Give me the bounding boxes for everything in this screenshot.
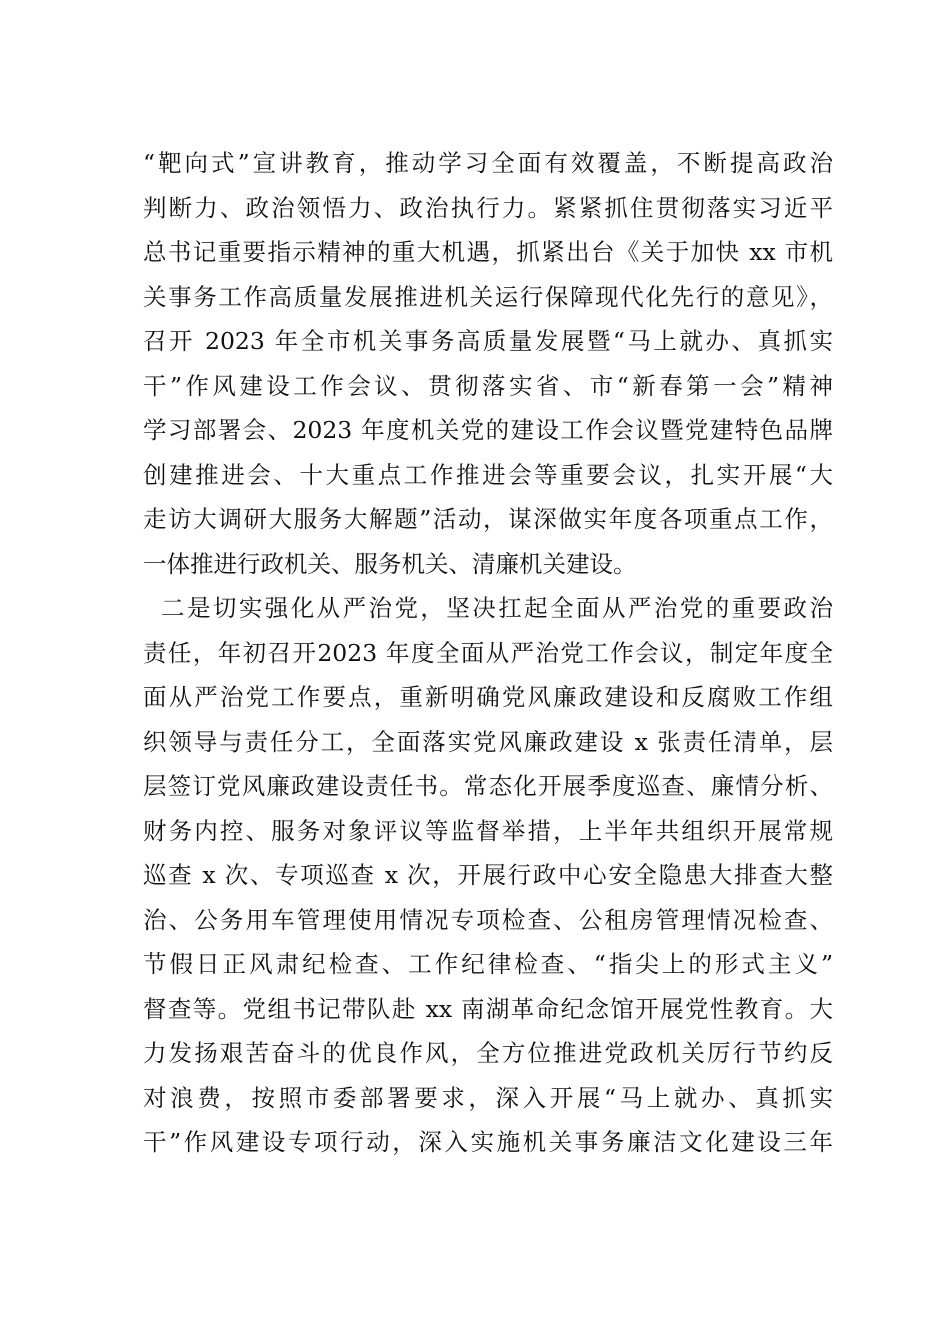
text-line: 创建推进会、十大重点工作推进会等重要会议，扎实开展“大 [143, 460, 833, 489]
text-line: 学习部署会、2023 年度机关党的建设工作会议暨党建特色品牌 [143, 416, 833, 444]
text-line: 节假日正风肃纪检查、工作纪律检查、“指尖上的形式主义” [143, 950, 833, 978]
text-line: 一体推进行政机关、服务机关、清廉机关建设。 [143, 549, 637, 578]
paragraph-1 [143, 141, 833, 586]
text-line: 二是切实强化从严治党，坚决扛起全面从严治党的重要政治 [161, 594, 833, 622]
text-line: 财务内控、服务对象评议等监督举措，上半年共组织开展常规 [143, 816, 833, 845]
text-line: 干”作风建设工作会议、贯彻落实省、市“新春第一会”精神 [143, 371, 833, 400]
text-line: 对浪费，按照市委部署要求，深入开展“马上就办、真抓实 [143, 1083, 833, 1112]
text-line: 总书记重要指示精神的重大机遇，抓紧出台《关于加快 xx 市机 [143, 238, 833, 266]
text-line: 责任，年初召开2023 年度全面从严治党工作会议，制定年度全 [143, 638, 833, 667]
text-line: 织领导与责任分工，全面落实党风廉政建设 x 张责任清单，层 [143, 727, 833, 756]
text-line: 督查等。党组书记带队赴 xx 南湖革命纪念馆开展党性教育。大 [143, 994, 833, 1023]
text-line: 判断力、政治领悟力、政治执行力。紧紧抓住贯彻落实习近平 [143, 193, 833, 222]
text-line: 面从严治党工作要点，重新明确党风廉政建设和反腐败工作组 [143, 683, 833, 711]
text-line: 巡查 x 次、专项巡查 x 次，开展行政中心安全隐患大排查大整 [143, 861, 833, 889]
text-line: 关事务工作高质量发展推进机关运行保障现代化先行的意见》， [143, 282, 833, 311]
text-line: “靶向式”宣讲教育，推动学习全面有效覆盖，不断提高政治 [143, 149, 833, 177]
paragraph-2 [143, 586, 833, 1165]
text-line: 层签订党风廉政建设责任书。常态化开展季度巡查、廉情分析、 [143, 772, 833, 800]
text-line: 干”作风建设专项行动，深入实施机关事务廉洁文化建设三年 [143, 1128, 833, 1156]
text-line: 召开 2023 年全市机关事务高质量发展暨“马上就办、真抓实 [143, 327, 833, 355]
text-line: 力发扬艰苦奋斗的优良作风，全方位推进党政机关厉行节约反 [143, 1039, 833, 1067]
text-line: 治、公务用车管理使用情况专项检查、公租房管理情况检查、 [143, 905, 833, 934]
text-line: 走访大调研大服务大解题”活动，谋深做实年度各项重点工作， [143, 505, 833, 533]
